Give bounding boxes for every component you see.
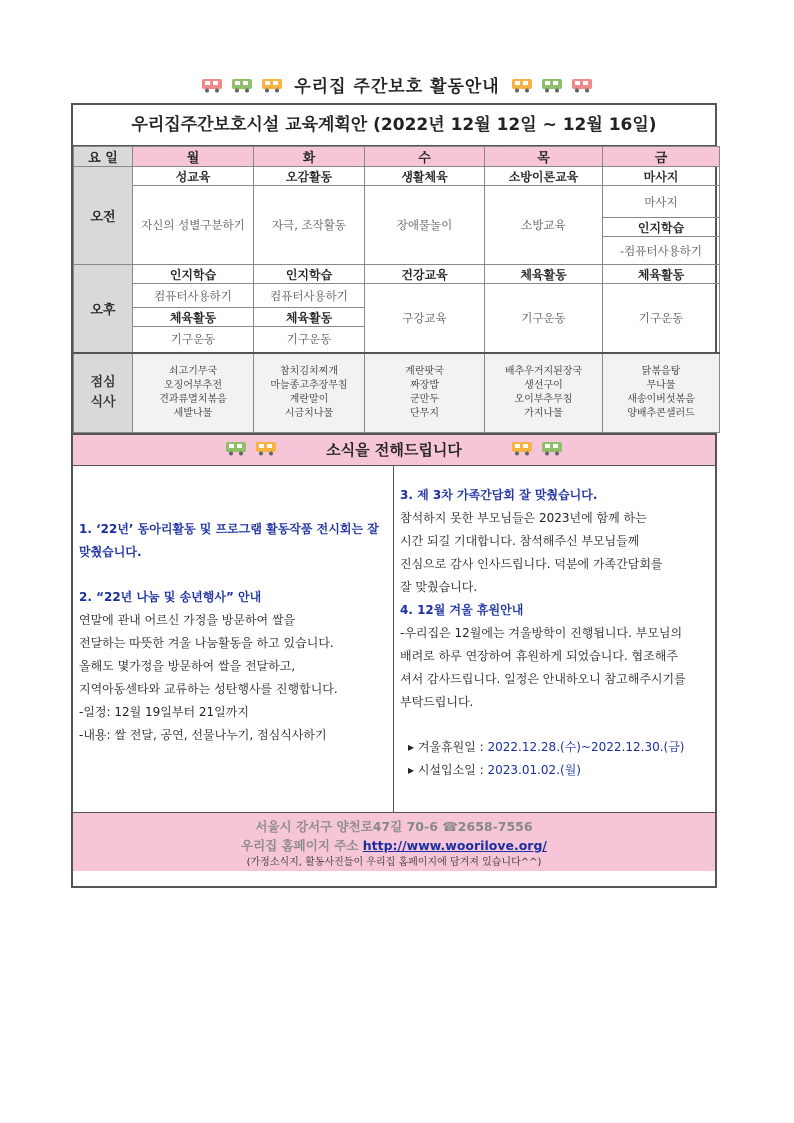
footer-homepage bbox=[73, 837, 715, 855]
day-fri: 금 bbox=[603, 147, 720, 167]
morning-mon-content: 자신의 성별구분하기 bbox=[133, 186, 254, 265]
day-header-row bbox=[74, 147, 720, 167]
morning-label: 오전 bbox=[74, 167, 133, 265]
lunch-fri-item: 닭볶음탕 bbox=[641, 365, 681, 377]
afternoon-fri-content: 기구운동 bbox=[603, 284, 720, 353]
lunch-thu bbox=[485, 353, 603, 433]
train-icon bbox=[571, 77, 593, 98]
day-mon: 월 bbox=[133, 147, 254, 167]
news-item1-title: 1. ‘22년’ 동아리활동 및 프로그램 활동작품 전시회는 잘 맞췄습니다. bbox=[79, 522, 379, 559]
morning-wed-title: 생활체육 bbox=[365, 167, 485, 186]
lunch-wed-item: 짜장밥 bbox=[410, 379, 439, 391]
afternoon-wed-title: 건강교육 bbox=[365, 265, 485, 284]
lunch-fri-item: 무나물 bbox=[646, 379, 676, 391]
news-item2-title: 2. “22년 나눔 및 송년행사” 안내 bbox=[79, 590, 262, 604]
lunch-mon-item: 세발나물 bbox=[173, 407, 213, 419]
schedule-label: ▸ 시설입소일 : bbox=[408, 763, 488, 777]
news-item4-line: 배려로 하루 연장하여 휴원하게 되었습니다. 협조해주 bbox=[400, 649, 678, 663]
lunch-wed-item: 군만두 bbox=[410, 393, 439, 405]
lunch-thu-item: 배추우거지된장국 bbox=[504, 365, 583, 377]
afternoon-wed-content: 구강교육 bbox=[365, 284, 485, 353]
news-item3-line: 시간 되길 기대합니다. 참석해주신 부모님들께 bbox=[400, 534, 640, 548]
morning-tue-content: 자극, 조작활동 bbox=[254, 186, 365, 265]
schedule-row bbox=[400, 736, 709, 759]
news-left-column bbox=[73, 466, 394, 812]
train-icon bbox=[255, 436, 277, 466]
lunch-thu-item: 오이부추무침 bbox=[514, 393, 573, 405]
lunch-row bbox=[74, 353, 720, 433]
afternoon-mon-content: 컴퓨터사용하기 bbox=[133, 284, 254, 308]
afternoon-label: 오후 bbox=[74, 265, 133, 353]
morning-wed-content: 장애물놀이 bbox=[365, 186, 485, 265]
lunch-fri-item: 새송이버섯볶음 bbox=[627, 393, 695, 405]
lunch-tue-item: 참치김치찌개 bbox=[280, 365, 338, 377]
lunch-mon-item: 오징어부추전 bbox=[164, 379, 222, 391]
closure-schedule bbox=[400, 736, 709, 782]
news-item4-line: 셔서 감사드립니다. 일정은 안내하오니 참고해주시기를 bbox=[400, 672, 686, 686]
news-item4-line: -우리집은 12월에는 겨울방학이 진행됩니다. 부모님의 bbox=[400, 626, 683, 640]
lunch-label: 점심 식사 bbox=[74, 353, 133, 433]
train-icon bbox=[541, 436, 563, 466]
afternoon-mon-title2: 체육활동 bbox=[133, 308, 254, 327]
news-section-title: 소식을 전해드립니다 bbox=[326, 441, 462, 459]
afternoon-fri-title: 체육활동 bbox=[603, 265, 720, 284]
plan-title: 우리집주간보호시설 교육계획안 (2022년 12월 12일 ~ 12월 16일) bbox=[73, 105, 715, 146]
lunch-wed-item: 계란팟국 bbox=[405, 365, 444, 377]
schedule-label: ▸ 겨울휴원일 : bbox=[408, 740, 488, 754]
news-item3-title: 3. 제 3차 가족간담회 잘 맞췄습니다. bbox=[400, 488, 598, 502]
lunch-wed-item: 단무지 bbox=[410, 407, 439, 419]
morning-thu-content: 소방교육 bbox=[485, 186, 603, 265]
day-thu: 목 bbox=[485, 147, 603, 167]
day-label: 요 일 bbox=[74, 147, 133, 167]
morning-fri-content2: -컴퓨터사용하기 bbox=[603, 237, 720, 265]
afternoon-tue-title2: 체육활동 bbox=[254, 308, 365, 327]
train-icon bbox=[201, 77, 223, 98]
lunch-fri bbox=[603, 353, 720, 433]
news-right-column bbox=[394, 466, 715, 812]
news-item2-line: 전달하는 따뜻한 겨울 나눔활동을 하고 있습니다. bbox=[79, 636, 334, 650]
afternoon-tue-title: 인지학습 bbox=[254, 265, 365, 284]
document-title-text: 우리집 주간보호 활동안내 bbox=[294, 77, 500, 97]
lunch-mon bbox=[133, 353, 254, 433]
footer-address: 서울시 강서구 양천로47길 70-6 ☎2658-7556 bbox=[255, 819, 533, 834]
afternoon-tue-content: 컴퓨터사용하기 bbox=[254, 284, 365, 308]
news-item2-line: 올해도 몇가정을 방문하여 쌀을 전달하고, bbox=[79, 659, 296, 673]
newsletter-sheet bbox=[71, 103, 717, 888]
morning-fri-title: 마사지 bbox=[603, 167, 720, 186]
train-icon bbox=[261, 77, 283, 98]
schedule-row bbox=[400, 759, 709, 782]
news-item3-line: 잘 맞췄습니다. bbox=[400, 580, 478, 594]
news-item4-line: 부탁드립니다. bbox=[400, 695, 474, 709]
afternoon-content-row bbox=[74, 284, 720, 308]
footer-note: (가정소식지, 활동사진들이 우리집 홈페이지에 담겨져 있습니다^^) bbox=[246, 857, 542, 868]
morning-fri-title2: 인지학습 bbox=[603, 218, 720, 237]
lunch-mon-item: 견과류멸치볶음 bbox=[159, 393, 227, 405]
news-body bbox=[73, 466, 715, 813]
news-item2-line: 연말에 관내 어르신 가정을 방문하여 쌀을 bbox=[79, 613, 296, 627]
lunch-fri-item: 양배추콘샐러드 bbox=[627, 407, 695, 419]
footer bbox=[73, 813, 715, 871]
news-item3-line: 진심으로 감사 인사드립니다. 덕분에 가족간담회를 bbox=[400, 557, 663, 571]
day-tue: 화 bbox=[254, 147, 365, 167]
document-title bbox=[0, 72, 794, 98]
morning-thu-title: 소방이론교육 bbox=[485, 167, 603, 186]
lunch-mon-item: 쇠고기무국 bbox=[168, 365, 218, 377]
homepage-label: 우리집 홈페이지 주소 bbox=[241, 838, 363, 853]
morning-fri-content: 마사지 bbox=[603, 186, 720, 218]
news-item2-line: -내용: 쌀 전달, 공연, 선물나누기, 점심식사하기 bbox=[79, 728, 327, 742]
lunch-thu-item: 생선구이 bbox=[524, 379, 563, 391]
morning-content-row bbox=[74, 186, 720, 218]
morning-tue-title: 오감활동 bbox=[254, 167, 365, 186]
train-icon bbox=[511, 436, 533, 466]
lunch-tue bbox=[254, 353, 365, 433]
afternoon-mon-content2: 기구운동 bbox=[133, 327, 254, 353]
train-icon bbox=[511, 77, 533, 98]
news-item2-line: -일정: 12월 19일부터 21일까지 bbox=[79, 705, 249, 719]
afternoon-mon-title: 인지학습 bbox=[133, 265, 254, 284]
afternoon-title-row bbox=[74, 265, 720, 284]
train-icon bbox=[541, 77, 563, 98]
schedule-value: 2022.12.28.(수)~2022.12.30.(금) bbox=[487, 740, 685, 754]
news-item4-title: 4. 12월 겨울 휴원안내 bbox=[400, 603, 524, 617]
lunch-thu-item: 가지나물 bbox=[524, 407, 563, 419]
news-section-header bbox=[73, 433, 715, 466]
train-icon bbox=[225, 436, 247, 466]
lunch-tue-item: 계란말이 bbox=[289, 393, 329, 405]
afternoon-thu-content: 기구운동 bbox=[485, 284, 603, 353]
weekly-plan-table bbox=[73, 146, 720, 433]
lunch-tue-item: 시금치나물 bbox=[284, 407, 334, 419]
afternoon-thu-title: 체육활동 bbox=[485, 265, 603, 284]
lunch-tue-item: 마늘종고추장무침 bbox=[270, 379, 348, 391]
lunch-wed bbox=[365, 353, 485, 433]
day-wed: 수 bbox=[365, 147, 485, 167]
news-item2-line: 지역아동센타와 교류하는 성탄행사를 진행합니다. bbox=[79, 682, 338, 696]
schedule-value: 2023.01.02.(월) bbox=[487, 763, 581, 777]
news-item3-line: 참석하지 못한 부모님들은 2023년에 함께 하는 bbox=[400, 511, 647, 525]
morning-mon-title: 성교육 bbox=[133, 167, 254, 186]
morning-title-row bbox=[74, 167, 720, 186]
train-icon bbox=[231, 77, 253, 98]
homepage-link[interactable]: http://www.woorilove.org/ bbox=[362, 838, 547, 853]
afternoon-tue-content2: 기구운동 bbox=[254, 327, 365, 353]
